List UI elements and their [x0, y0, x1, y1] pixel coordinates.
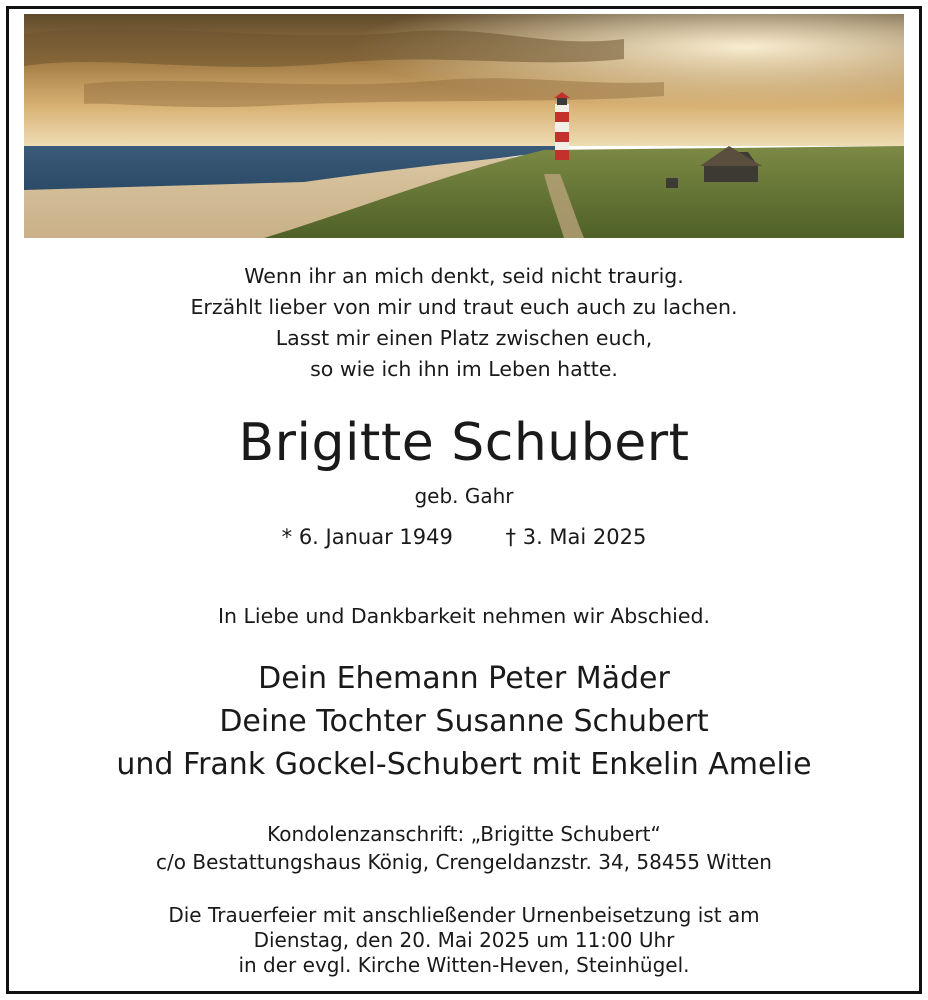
memorial-poem: [9, 261, 919, 385]
lighthouse-landscape-photo: [24, 14, 904, 238]
poem-line: Erzählt lieber von mir und traut euch auch zu lachen.: [190, 295, 738, 319]
service-line: Dienstag, den 20. Mai 2025 um 11:00 Uhr: [253, 928, 675, 952]
poem-line: so wie ich ihn im Leben hatte.: [310, 357, 618, 381]
death-date: † 3. Mai 2025: [505, 525, 647, 549]
poem-line: Wenn ihr an mich denkt, seid nicht traurig.: [244, 264, 684, 288]
condolence-address: [9, 820, 919, 876]
birth-date: * 6. Januar 1949: [281, 525, 453, 549]
deceased-name: Brigitte Schubert: [238, 413, 690, 473]
family-mourners: [9, 657, 919, 786]
family-line: und Frank Gockel-Schubert mit Enkelin Amelie: [116, 747, 812, 782]
condolence-line: c/o Bestattungshaus König, Crengeldanzstr. 34, 58455 Witten: [156, 850, 772, 874]
farewell-text: In Liebe und Dankbarkeit nehmen wir Abschied.: [217, 604, 711, 628]
family-line: Deine Tochter Susanne Schubert: [219, 704, 709, 739]
maiden-name: geb. Gahr: [414, 484, 514, 508]
life-dates: [9, 522, 919, 552]
funeral-service-info: [9, 903, 919, 978]
family-line: Dein Ehemann Peter Mäder: [258, 661, 670, 696]
obituary-frame: [6, 6, 922, 994]
condolence-line: Kondolenzanschrift: „Brigitte Schubert“: [267, 822, 661, 846]
service-line: in der evgl. Kirche Witten-Heven, Steinhügel.: [238, 953, 690, 977]
poem-line: Lasst mir einen Platz zwischen euch,: [275, 326, 653, 350]
service-line: Die Trauerfeier mit anschließender Urnenbeisetzung ist am: [168, 903, 760, 927]
